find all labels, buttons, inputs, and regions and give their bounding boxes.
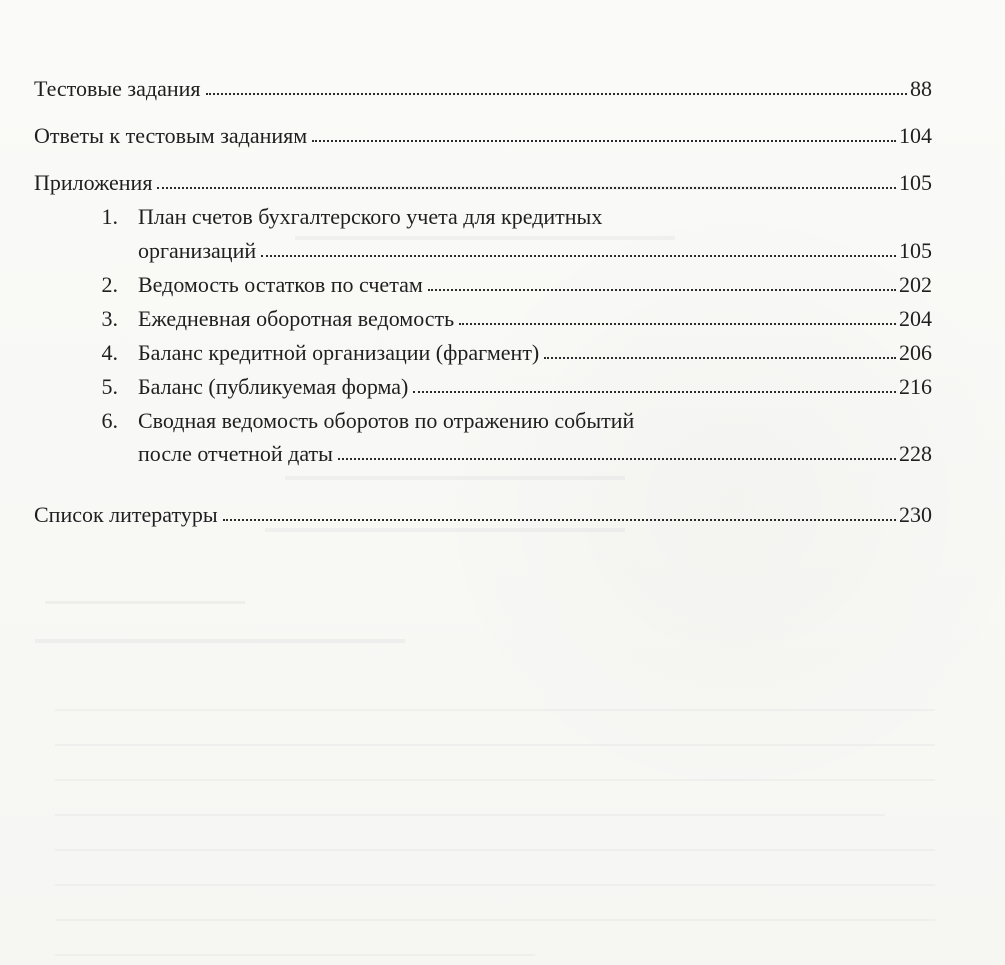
appendix-number: 4.: [101, 340, 118, 365]
appendix-number: 1.: [101, 204, 118, 229]
toc-entry-title: Тестовые задания: [34, 76, 201, 101]
toc-entry-page: 202: [899, 272, 932, 297]
toc-entry-title: Ведомость остатков по счетам: [138, 272, 423, 297]
toc-entry-title: Список литературы: [34, 502, 218, 527]
toc-entry-page: 88: [910, 76, 932, 101]
dot-leader: [459, 323, 896, 325]
appendix-number: 3.: [101, 306, 118, 331]
toc-entry-appendix-1[interactable]: [138, 232, 932, 262]
toc-entry-bibliography[interactable]: [34, 496, 932, 526]
appendix-title-line-1: Сводная ведомость оборотов по отражению событий: [138, 408, 635, 433]
dot-leader: [223, 519, 896, 521]
dot-leader: [428, 289, 896, 291]
dot-leader: [338, 458, 896, 460]
toc-entry-title: после отчетной даты: [138, 441, 333, 466]
toc-entry-appendix-4[interactable]: [138, 334, 932, 364]
toc-entry-test-tasks[interactable]: [34, 70, 932, 100]
dot-leader: [261, 255, 896, 257]
dot-leader: [312, 140, 896, 142]
toc-entry-page: 105: [899, 238, 932, 263]
toc-entry-page: 228: [899, 441, 932, 466]
dot-leader: [544, 357, 896, 359]
toc-entry-appendix-5[interactable]: [138, 368, 932, 398]
toc-entry-page: 206: [899, 340, 932, 365]
toc-entry-appendix-6[interactable]: [138, 435, 932, 465]
toc-entry-title: Ежедневная оборотная ведомость: [138, 306, 455, 331]
appendix-title-line-1: План счетов бухгалтерского учета для кредитных: [138, 204, 603, 229]
toc-entry-test-answers[interactable]: [34, 117, 932, 147]
toc-entry-page: 230: [899, 502, 932, 527]
toc-entry-title: Приложения: [34, 170, 153, 195]
toc-entry-page: 216: [899, 374, 932, 399]
toc-entry-page: 105: [899, 170, 932, 195]
dot-leader: [157, 187, 896, 189]
toc-entry-appendix-3[interactable]: [138, 300, 932, 330]
toc-entry-page: 104: [899, 123, 932, 148]
dot-leader: [206, 93, 907, 95]
toc-entry-title: Баланс кредитной организации (фрагмент): [138, 340, 540, 365]
toc-entry-appendix-2[interactable]: [138, 266, 932, 296]
dot-leader: [413, 391, 896, 393]
appendix-number: 5.: [101, 374, 118, 399]
appendix-number: 2.: [101, 272, 118, 297]
toc-entry-page: 204: [899, 306, 932, 331]
appendix-number: 6.: [101, 408, 118, 433]
toc-entry-title: организаций: [138, 238, 257, 263]
toc-entry-title: Баланс (публикуемая форма): [138, 374, 409, 399]
toc-entry-title: Ответы к тестовым заданиям: [34, 123, 308, 148]
toc-entry-appendices[interactable]: [34, 164, 932, 194]
